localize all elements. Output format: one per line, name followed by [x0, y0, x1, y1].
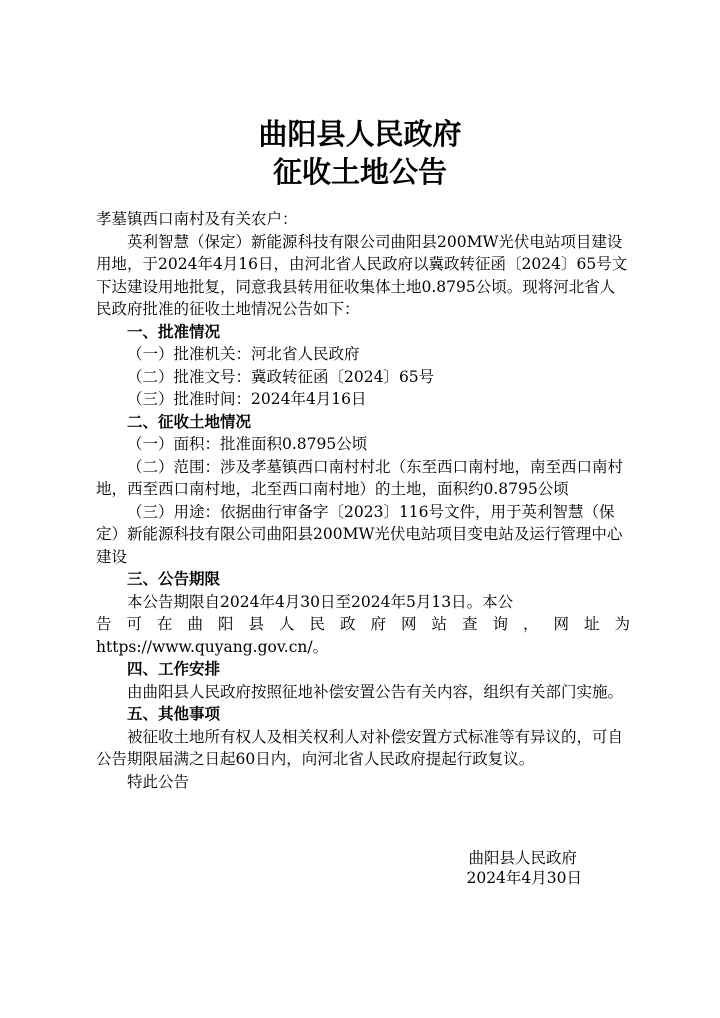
- closing-remark: 特此公告: [127, 772, 190, 791]
- addressee: 孝墓镇西口南村及有关农户：: [96, 210, 298, 228]
- section4-heading: 四、工作安排: [127, 660, 221, 678]
- section2-item-3: （三）用途：依据曲行审备字〔2023〕116号文件，用于英利智慧（保定）新能源科技有限公司曲阳县200MW光伏电站项目变电站及运行管理中心建设: [96, 502, 623, 566]
- section1-item-1: （一）批准机关：河北省人民政府: [127, 345, 360, 363]
- section2-heading: 二、征收土地情况: [127, 412, 252, 431]
- section4-text: 由曲阳县人民政府按照征地补偿安置公告有关内容，组织有关部门实施。: [127, 682, 624, 701]
- document-body: [96, 208, 630, 793]
- signature-issuer: 曲阳县人民政府: [468, 849, 577, 867]
- section3-heading: 三、公告期限: [127, 570, 221, 588]
- signature-date: 2024年4月30日: [466, 869, 582, 887]
- section2-item-1: （一）面积：批准面积0.8795公顷: [127, 435, 368, 453]
- section1-heading: 一、批准情况: [127, 322, 221, 341]
- document-title-line2: 征收土地公告: [272, 155, 447, 189]
- section3-url: https://www.quyang.gov.cn/。: [96, 637, 329, 656]
- section5-text: 被征收土地所有权人及相关权利人对补偿安置方式标准等有异议的，可自公告期限届满之日起60日内，向河北省人民政府提起行政复议。: [96, 727, 624, 768]
- section1-item-2: （二）批准文号：冀政转征函〔2024〕65号: [127, 367, 435, 386]
- section3-text-line2: 告可在曲阳县人民政府网站查询，网址为: [96, 615, 630, 633]
- document-title-line1: 曲阳县人民政府: [258, 117, 462, 151]
- section2-item-2: （二）范围：涉及孝墓镇西口南村村北（东至西口南村地，南至西口南村地，西至西口南村地，北至西口南村地）的土地，面积约0.8795公顷: [96, 457, 624, 498]
- section3-text-line1: 本公告期限自2024年4月30日至2024年5月13日。本公: [127, 592, 514, 611]
- section1-item-3: （三）批准时间：2024年4月16日: [127, 390, 367, 408]
- section5-heading: 五、其他事项: [127, 705, 221, 723]
- intro-paragraph: 英利智慧（保定）新能源科技有限公司曲阳县200MW光伏电站项目建设用地，于2024年4月16日，由河北省人民政府以冀政转征函〔2024〕65号文下达建设用地批复，同意我县转用征收集体土地0.8795公顷。现将河北省人民政府批准的征收土地情况公告如下：: [96, 232, 628, 318]
